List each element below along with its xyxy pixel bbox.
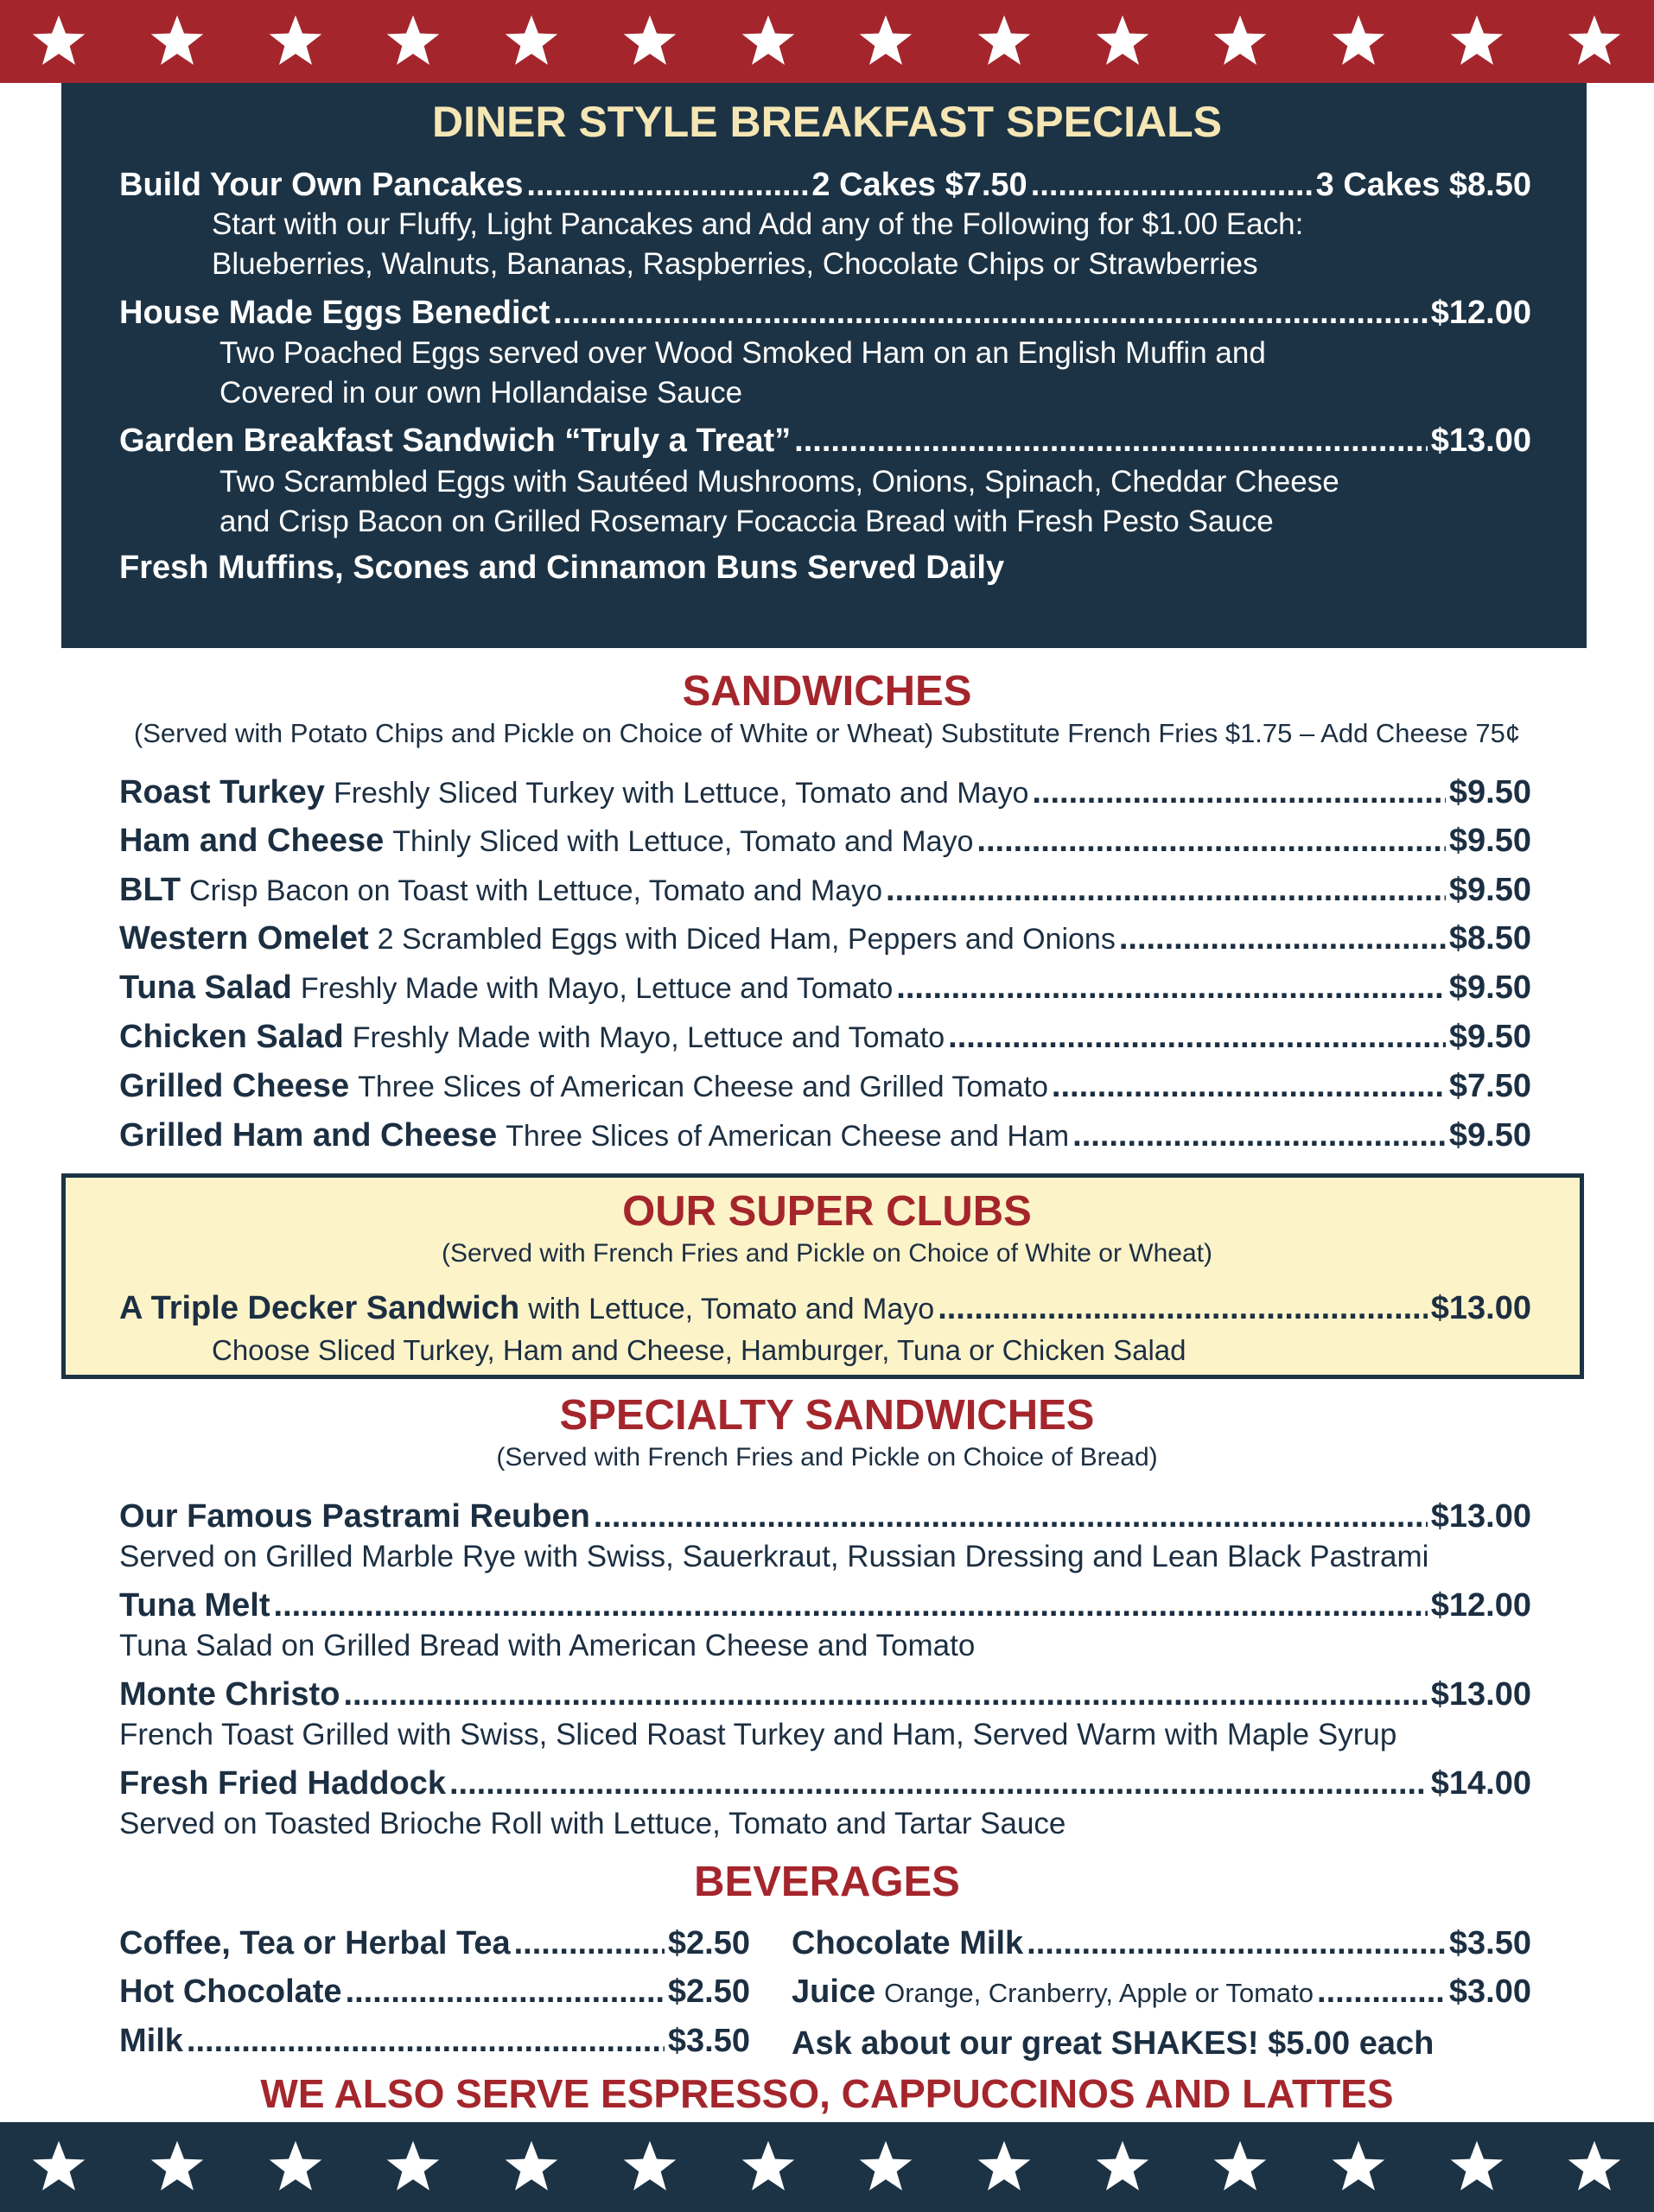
dot-leader [896,967,1446,1008]
sandwich-row [119,820,1531,861]
specialty-row [119,1763,1531,1804]
item-description: Three Slices of American Cheese and Ham [506,1120,1070,1153]
shakes-note: Ask about our great SHAKES! $5.00 each [792,2025,1435,2062]
item-name: Hot Chocolate [119,1974,342,2010]
item-name: Grilled Cheese [119,1068,350,1104]
pancakes-row [119,164,1531,206]
star-icon [976,2139,1033,2196]
sandwiches-title: SANDWICHES [682,668,972,715]
item-price: $9.50 [1448,823,1531,859]
specialty-subtitle: (Served with French Fries and Pickle on Choice of Bread) [496,1443,1158,1471]
item-description: Covered in our own Hollandaise Sauce [219,376,743,410]
dot-leader [553,292,1427,334]
breakfast-note: Fresh Muffins, Scones and Cinnamon Buns Served Daily [119,550,1005,586]
dot-leader [1032,772,1446,813]
dot-leader [886,869,1446,911]
dot-leader [948,1016,1446,1058]
item-description: Served on Toasted Brioche Roll with Lettuce, Tomato and Tartar Sauce [119,1807,1066,1840]
dot-leader [794,420,1428,461]
item-name: Western Omelet [119,920,369,957]
star-icon [976,13,1033,70]
item-price: $9.50 [1448,969,1531,1006]
star-icon [1448,2139,1505,2196]
item-description: Three Slices of American Cheese and Grilled Tomato [358,1071,1048,1103]
star-icon [621,13,678,70]
item-description: Crisp Bacon on Toast with Lettuce, Tomato and Mayo [189,874,883,907]
item-price: $13.00 [1430,1498,1531,1535]
item-name: Fresh Fried Haddock [119,1765,446,1802]
dot-leader [938,1287,1428,1329]
item-description: French Toast Grilled with Swiss, Sliced Roast Turkey and Ham, Served Warm with Maple Syrup [119,1718,1397,1751]
star-icon [740,13,797,70]
item-price: 2 Cakes $7.50 [811,167,1027,203]
item-price: $9.50 [1448,1019,1531,1055]
beverages-title: BEVERAGES [694,1859,960,1905]
item-name: Chicken Salad [119,1019,344,1055]
specialty-title: SPECIALTY SANDWICHES [559,1392,1095,1439]
beverage-row [792,1971,1531,2012]
item-price: $13.00 [1430,1290,1531,1326]
star-icon [857,13,914,70]
item-name: Milk [119,2023,183,2059]
beverage-row [792,1923,1531,1964]
item-price: $2.50 [667,1974,750,2010]
item-name: Coffee, Tea or Herbal Tea [119,1925,511,1961]
dot-leader [1027,1923,1446,1964]
star-icon [149,13,206,70]
item-name: A Triple Decker Sandwich [119,1290,520,1326]
item-description: Two Poached Eggs served over Wood Smoked Ham on an English Muffin and [219,336,1266,370]
beverage-row [119,1923,750,1964]
item-description: Orange, Cranberry, Apple or Tomato [884,1978,1314,2008]
item-price: $8.50 [1448,920,1531,957]
specialty-row [119,1496,1531,1537]
star-icon [267,2139,324,2196]
item-price: $13.00 [1430,1676,1531,1713]
item-name: Ham and Cheese [119,823,385,859]
dot-leader [1119,918,1446,959]
star-icon [385,2139,442,2196]
star-icon [1566,2139,1623,2196]
item-price: $7.50 [1448,1068,1531,1104]
sandwich-row [119,918,1531,959]
sandwich-row [119,967,1531,1008]
sandwich-row [119,869,1531,911]
dot-leader [1052,1065,1446,1107]
star-icon [740,2139,797,2196]
dot-leader [526,164,808,206]
star-icon [30,2139,87,2196]
item-description: 2 Scrambled Eggs with Diced Ham, Peppers and Onions [377,923,1116,956]
item-name: Tuna Melt [119,1587,270,1624]
sandwich-row [119,1016,1531,1058]
item-description: and Crisp Bacon on Grilled Rosemary Focaccia Bread with Fresh Pesto Sauce [219,505,1274,538]
club-choices: Choose Sliced Turkey, Ham and Cheese, Hamburger, Tuna or Chicken Salad [212,1334,1186,1366]
sandwich-row [119,772,1531,813]
item-price: $14.00 [1430,1765,1531,1802]
item-description: with Lettuce, Tomato and Mayo [528,1293,935,1325]
star-icon [1212,13,1269,70]
item-name: BLT [119,872,181,908]
item-price: $12.00 [1430,1587,1531,1624]
star-icon [385,13,442,70]
item-name: Chocolate Milk [792,1925,1024,1961]
item-name: Tuna Salad [119,969,292,1006]
dot-leader [274,1585,1428,1626]
star-icon [149,2139,206,2196]
star-icon [621,2139,678,2196]
item-description: Start with our Fluffy, Light Pancakes and Add any of the Following for $1.00 Each: [212,207,1304,241]
item-description: Two Scrambled Eggs with Sautéed Mushrooms, Onions, Spinach, Cheddar Cheese [219,465,1339,499]
star-icon [503,13,560,70]
dot-leader [343,1674,1427,1715]
item-name: Grilled Ham and Cheese [119,1117,498,1154]
top-star-band [0,0,1654,83]
specialty-row [119,1674,1531,1715]
sandwiches-subtitle: (Served with Potato Chips and Pickle on Choice of White or Wheat) Substitute French Fries $1.75 – Add Cheese 75¢ [133,718,1521,748]
item-name: Monte Christo [119,1676,340,1713]
item-description: Thinly Sliced with Lettuce, Tomato and Mayo [392,825,974,858]
item-price: $2.50 [667,1925,750,1961]
item-description: Freshly Made with Mayo, Lettuce and Tomato [352,1021,945,1054]
specialty-row [119,1585,1531,1626]
club-row [119,1287,1531,1329]
garden-row [119,420,1531,461]
item-price: $3.00 [1448,1974,1531,2010]
beverage-row [119,2020,750,2062]
clubs-subtitle: (Served with French Fries and Pickle on Choice of White or Wheat) [441,1239,1213,1268]
star-icon [1094,13,1151,70]
dot-leader [187,2020,665,2062]
star-icon [857,2139,914,2196]
item-price: $9.50 [1448,872,1531,908]
sandwich-row [119,1065,1531,1107]
dot-leader [594,1496,1428,1537]
star-icon [1330,2139,1387,2196]
star-icon [1094,2139,1151,2196]
dot-leader [514,1923,665,1964]
item-price: $3.50 [667,2023,750,2059]
item-name: Roast Turkey [119,774,325,810]
star-icon [267,13,324,70]
clubs-title: OUR SUPER CLUBS [622,1188,1032,1235]
star-icon [30,13,87,70]
benedict-row [119,292,1531,334]
sandwich-row [119,1115,1531,1156]
item-price: $13.00 [1430,423,1531,459]
dot-leader [976,820,1446,861]
item-price: 3 Cakes $8.50 [1315,167,1531,203]
item-description: Tuna Salad on Grilled Bread with American Cheese and Tomato [119,1629,976,1662]
item-price: $9.50 [1448,774,1531,810]
star-icon [1448,13,1505,70]
star-icon [1330,13,1387,70]
item-name: Build Your Own Pancakes [119,167,524,203]
item-description: Freshly Sliced Turkey with Lettuce, Tomato and Mayo [333,777,1029,810]
item-price: $12.00 [1430,295,1531,331]
item-name: House Made Eggs Benedict [119,295,550,331]
dot-leader [449,1763,1428,1804]
item-description: Freshly Made with Mayo, Lettuce and Tomato [300,972,894,1005]
beverage-row [119,1971,750,2012]
star-icon [1566,13,1623,70]
dot-leader [1031,164,1313,206]
breakfast-title: DINER STYLE BREAKFAST SPECIALS [432,98,1222,146]
dot-leader [1317,1971,1446,2012]
item-description: Blueberries, Walnuts, Bananas, Raspberries, Chocolate Chips or Strawberries [212,247,1258,281]
dot-leader [346,1971,665,2012]
item-price: $9.50 [1448,1117,1531,1154]
star-icon [503,2139,560,2196]
star-icon [1212,2139,1269,2196]
item-name: Garden Breakfast Sandwich “Truly a Treat” [119,423,792,459]
item-name: Juice [792,1974,876,2010]
item-description: Served on Grilled Marble Rye with Swiss, Sauerkraut, Russian Dressing and Lean Black Pastrami [119,1540,1429,1573]
bottom-star-band [0,2122,1654,2212]
footer-note: WE ALSO SERVE ESPRESSO, CAPPUCCINOS AND LATTES [260,2071,1394,2116]
item-price: $3.50 [1448,1925,1531,1961]
item-name: Our Famous Pastrami Reuben [119,1498,590,1535]
dot-leader [1072,1115,1446,1156]
